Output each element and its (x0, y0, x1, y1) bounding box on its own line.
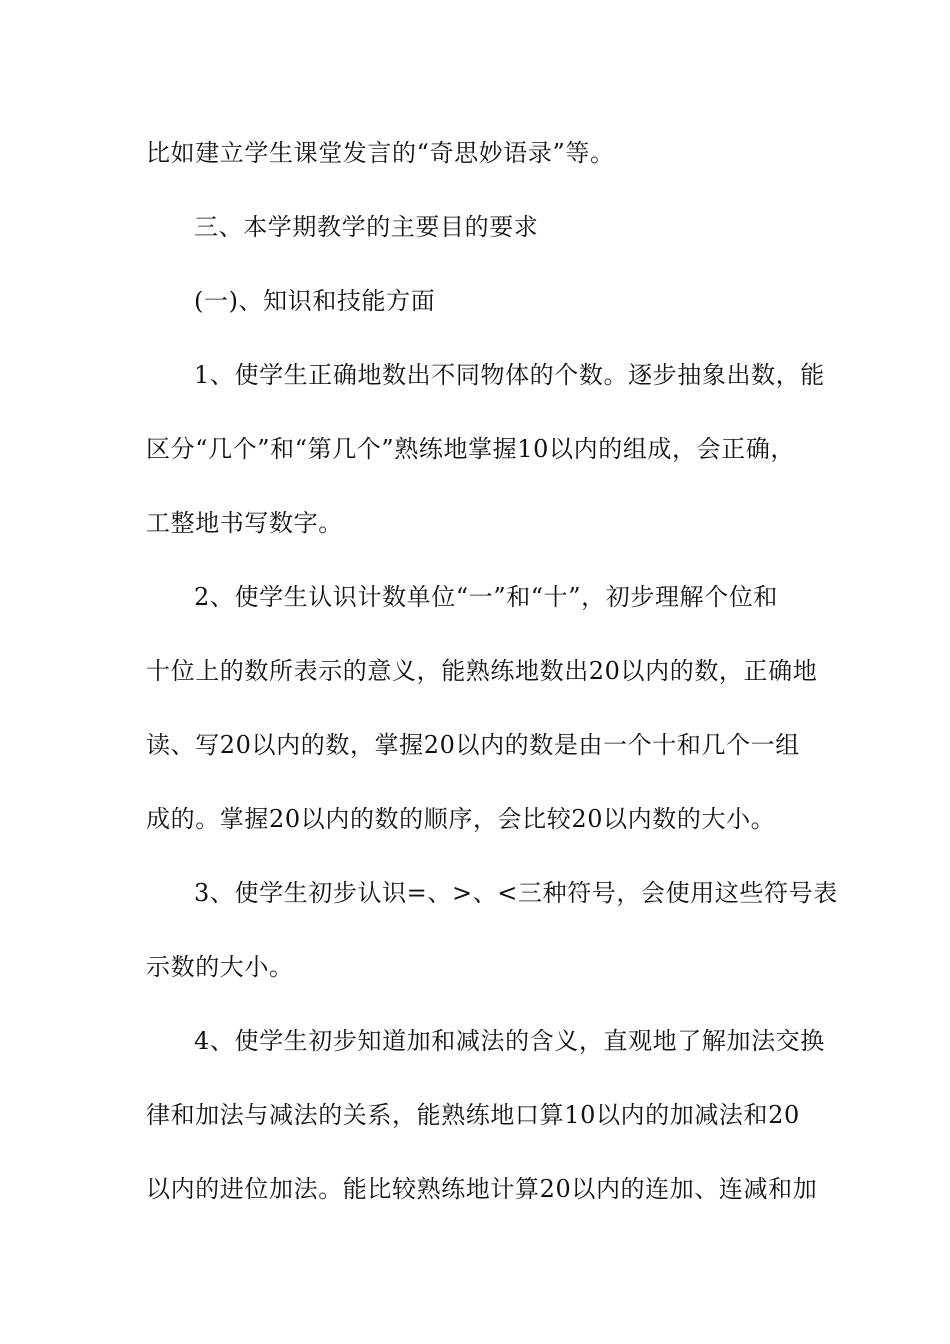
text-line: 区分“几个”和“第几个”熟练地掌握10以内的组成，会正确， (146, 435, 796, 463)
text-line: 示数的大小。 (146, 953, 294, 981)
text-line: 工整地书写数字。 (146, 509, 343, 537)
text-line: 3、使学生初步认识=、>、<三种符号，会使用这些符号表 (194, 879, 838, 907)
text-line: 读、写20以内的数，掌握20以内的数是由一个十和几个一组 (146, 731, 800, 759)
text-line: 1、使学生正确地数出不同物体的个数。逐步抽象出数，能 (194, 361, 825, 389)
subsection-heading: (一)、知识和技能方面 (194, 287, 436, 315)
text-line: 4、使学生初步知道加和减法的含义，直观地了解加法交换 (194, 1027, 825, 1055)
text-line: 律和加法与减法的关系，能熟练地口算10以内的加减法和20 (146, 1101, 800, 1129)
text-line: 比如建立学生课堂发言的“奇思妙语录”等。 (146, 139, 615, 167)
text-line: 十位上的数所表示的意义，能熟练地数出20以内的数，正确地 (146, 657, 818, 685)
text-line: 以内的进位加法。能比较熟练地计算20以内的连加、连减和加 (146, 1175, 818, 1203)
text-line: 成的。掌握20以内的数的顺序，会比较20以内数的大小。 (146, 805, 776, 833)
section-heading: 三、本学期教学的主要目的要求 (194, 213, 539, 241)
text-line: 2、使学生认识计数单位“一”和“十”，初步理解个位和 (194, 583, 778, 611)
